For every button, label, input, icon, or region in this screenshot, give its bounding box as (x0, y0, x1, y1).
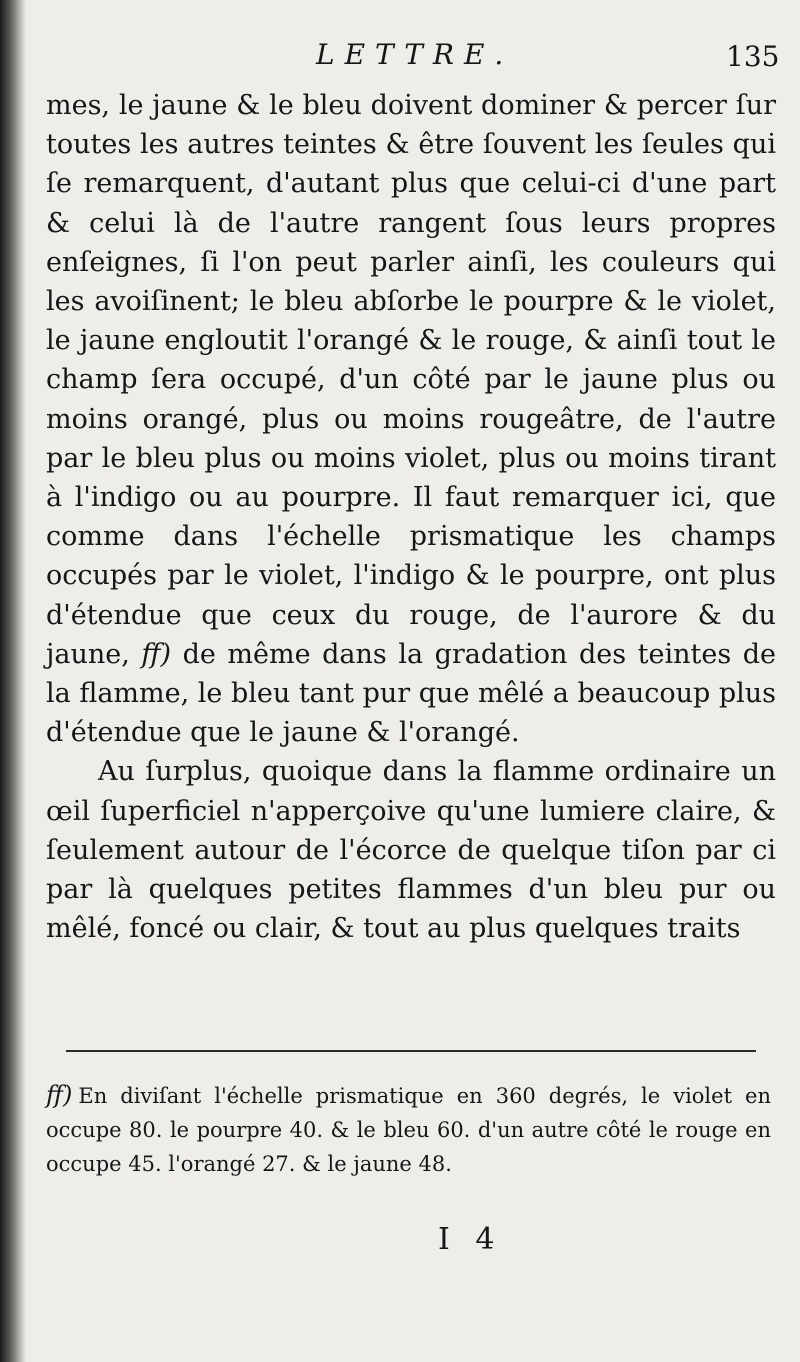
footnote-marker: ff) (46, 1081, 73, 1109)
book-page (26, 0, 800, 1362)
page-number: 135 (726, 40, 780, 73)
footnote (46, 1078, 771, 1181)
footnote-text: En diviſant l'échelle prismatique en 360 degrés, le violet en occupe 80. le pourpre 40. & le bleu 60. d'un autre côté le rouge en occupe 45. l'orangé 27. & le jaune 48. (46, 1084, 771, 1176)
footnote-divider (66, 1050, 756, 1052)
page-gutter-shadow (0, 0, 26, 1362)
running-title: LETTRE. (316, 38, 514, 71)
paragraph-1-continuation: de même dans la gradation des teintes de la flamme, le bleu tant pur que mêlé a beaucoup plus d'étendue que le jaune & l'orangé. (46, 638, 777, 749)
signature-mark: I 4 (438, 1222, 503, 1257)
paragraph-2: Au ſurplus, quoique dans la flamme ordinaire un œil ſuperficiel n'apperçoive qu'une lumiere claire, & ſeulement autour de l'écorce de quelque tiſon par ci par là quelques petites flammes d'un bleu pur ou mêlé, foncé ou clair, & tout au plus quelques traits (46, 756, 776, 945)
footnote-reference: ff) (141, 638, 172, 670)
paragraph-1 (46, 86, 776, 752)
paragraph-1-text: mes, le jaune & le bleu doivent dominer & percer ſur toutes les autres teintes & être ſouvent les ſeules qui ſe remarquent, d'autant plus que celui-ci d'une part & celui là de l'autre rangent ſous leurs propres enſeignes, ſi l'on peut parler ainſi, les couleurs qui les avoiſinent; le bleu abſorbe le pourpre & le violet, le jaune engloutit l'orangé & le rouge, & ainſi tout le champ ſera occupé, d'un côté par le jaune plus ou moins orangé, plus ou moins rougeâtre, de l'autre par le bleu plus ou moins violet, plus ou moins tirant à l'indigo ou au pourpre. Il faut remarquer ici, que comme dans l'échelle prismatique les champs occupés par le violet, l'indigo & le pourpre, ont plus d'étendue que ceux du rouge, de l'aurore & du jaune, (46, 90, 776, 670)
main-text (46, 86, 776, 948)
